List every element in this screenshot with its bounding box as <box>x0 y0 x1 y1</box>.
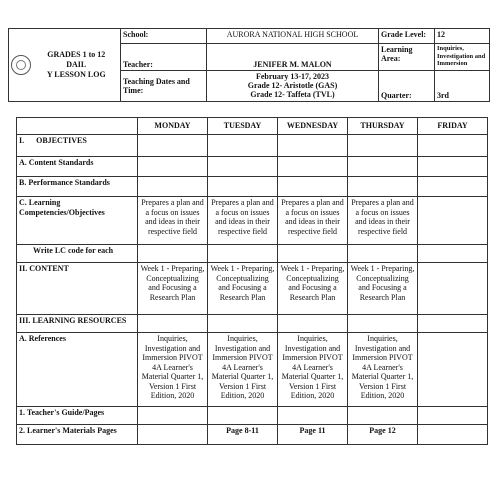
row-references: A. References <box>17 333 138 407</box>
row-content-standards: A. Content Standards <box>17 157 138 177</box>
row-content: II. CONTENT <box>17 263 138 315</box>
table-row <box>17 245 488 263</box>
day-friday: FRIDAY <box>418 118 488 135</box>
day-monday: MONDAY <box>138 118 208 135</box>
table-row <box>17 425 488 445</box>
dates-line3: Grade 12- Taffeta (TVL) <box>250 90 335 99</box>
school-label: School: <box>121 29 207 44</box>
corner-cell <box>17 118 138 135</box>
lesson-log-header <box>8 28 490 102</box>
table-row <box>17 135 488 157</box>
day-tuesday: TUESDAY <box>208 118 278 135</box>
competency-monday: Prepares a plan and a focus on issues and ideas in their respective field <box>138 197 208 245</box>
content-tuesday: Week 1 - Preparing, Conceptualizing and Focusing a Research Plan <box>208 263 278 315</box>
dates-line1: February 13-17, 2023 <box>255 72 330 81</box>
references-tuesday: Inquiries, Investigation and Immersion PIVOT 4A Learner's Material Quarter 1, Version 1 First Edition, 2020 <box>208 333 278 407</box>
content-thursday: Week 1 - Preparing, Conceptualizing and Focusing a Research Plan <box>348 263 418 315</box>
lesson-log-table <box>16 117 488 445</box>
content-wednesday: Week 1 - Preparing, Conceptualizing and Focusing a Research Plan <box>278 263 348 315</box>
dates-label: Teaching Dates and Time: <box>121 71 207 102</box>
school-value: AURORA NATIONAL HIGH SCHOOL <box>207 29 379 44</box>
table-row <box>17 315 488 333</box>
references-monday: Inquiries, Investigation and Immersion PIVOT 4A Learner's Material Quarter 1, Version 1 First Edition, 2020 <box>138 333 208 407</box>
content-monday: Week 1 - Preparing, Conceptualizing and Focusing a Research Plan <box>138 263 208 315</box>
log-title-line1: GRADES 1 to 12 <box>47 50 106 59</box>
teacher-value: JENIFER M. MALON <box>207 44 379 71</box>
row-lc-code: Write LC code for each <box>17 245 138 263</box>
table-row <box>17 157 488 177</box>
deped-seal-cell <box>9 29 33 102</box>
pages-wednesday: Page 11 <box>278 425 348 445</box>
log-title <box>33 29 121 102</box>
row-learners-materials: 2. Learner's Materials Pages <box>17 425 138 445</box>
table-row <box>17 197 488 245</box>
pages-tuesday: Page 8-11 <box>208 425 278 445</box>
dates-line2: Grade 12- Aristotle (GAS) <box>247 81 338 90</box>
table-row <box>17 263 488 315</box>
quarter-value: 3rd <box>435 71 490 102</box>
grade-level-value: 12 <box>435 29 490 44</box>
table-row <box>17 177 488 197</box>
row-teachers-guide: 1. Teacher's Guide/Pages <box>17 407 138 425</box>
competency-wednesday: Prepares a plan and a focus on issues and ideas in their respective field <box>278 197 348 245</box>
learning-area-value: Inquiries, Investigation and Immersion <box>435 44 490 71</box>
learning-area-label: Learning Area: <box>379 44 435 71</box>
deped-seal-icon <box>11 55 31 75</box>
log-title-line3: Y LESSON LOG <box>46 70 106 79</box>
day-wednesday: WEDNESDAY <box>278 118 348 135</box>
row-competencies: C. Learning Competencies/Objectives <box>17 197 138 245</box>
row-objectives: I. OBJECTIVES <box>17 135 138 157</box>
competency-thursday: Prepares a plan and a focus on issues and ideas in their respective field <box>348 197 418 245</box>
dates-value <box>207 71 379 102</box>
row-learning-resources: III. LEARNING RESOURCES <box>17 315 138 333</box>
log-title-line2: DAIL <box>66 60 87 69</box>
table-row <box>17 407 488 425</box>
references-thursday: Inquiries, Investigation and Immersion PIVOT 4A Learner's Material Quarter 1, Version 1 First Edition, 2020 <box>348 333 418 407</box>
pages-thursday: Page 12 <box>348 425 418 445</box>
day-thursday: THURSDAY <box>348 118 418 135</box>
row-performance-standards: B. Performance Standards <box>17 177 138 197</box>
grade-level-label: Grade Level: <box>379 29 435 44</box>
table-row <box>17 333 488 407</box>
references-wednesday: Inquiries, Investigation and Immersion PIVOT 4A Learner's Material Quarter 1, Version 1 First Edition, 2020 <box>278 333 348 407</box>
quarter-label: Quarter: <box>379 71 435 102</box>
competency-tuesday: Prepares a plan and a focus on issues and ideas in their respective field <box>208 197 278 245</box>
teacher-label: Teacher: <box>121 44 207 71</box>
